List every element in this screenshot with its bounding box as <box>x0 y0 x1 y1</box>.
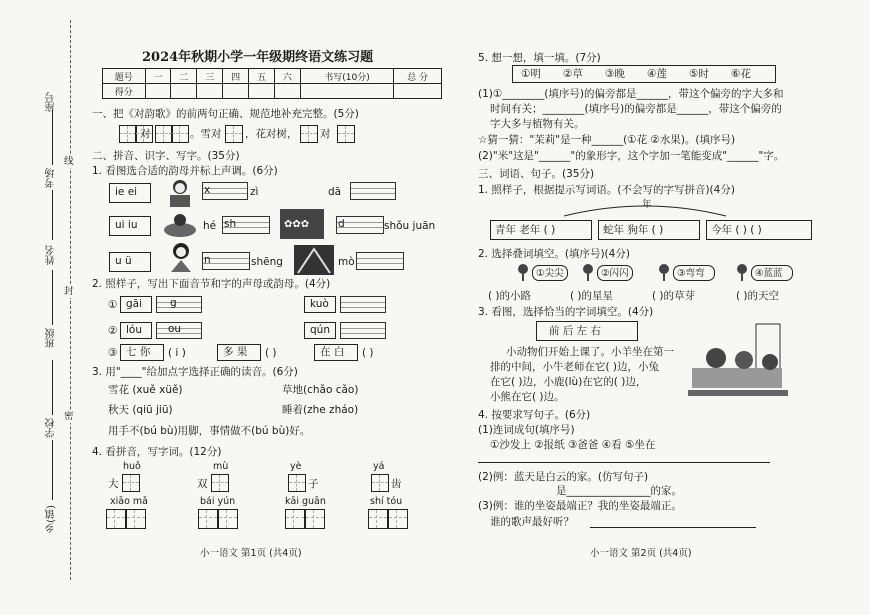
pinyin-word: mò <box>338 256 355 268</box>
char-box[interactable] <box>368 509 388 529</box>
sidebar-blank <box>52 110 53 165</box>
pinyin-word: dā <box>328 186 342 198</box>
char-pair-text: 多 果 <box>223 346 248 358</box>
flower-icon <box>734 263 750 285</box>
word-box[interactable] <box>598 220 700 240</box>
q5-option: ⑥花 <box>731 68 751 80</box>
girl-picture-icon <box>165 242 197 274</box>
sidebar-label-school: 学校 <box>46 418 57 438</box>
fill-blank[interactable]: ( )的小路 <box>488 290 532 302</box>
char-box[interactable] <box>198 509 218 529</box>
syllable-box <box>120 322 152 339</box>
char-suffix: 子 <box>308 478 319 490</box>
q2-item-number: ① <box>108 299 118 311</box>
q4-options: ①沙发上 ②报纸 ③爸爸 ④看 ⑤坐在 <box>490 439 656 451</box>
q5-option: ④莲 <box>647 68 667 80</box>
word-bank-text: 前 后 左 右 <box>549 325 602 337</box>
grid-letter: d <box>338 218 345 230</box>
option-box <box>751 265 793 281</box>
char-box[interactable] <box>388 509 408 529</box>
q5-option: ①明 <box>521 68 541 80</box>
sidebar-label-township: 乡(镇) <box>46 505 57 533</box>
q5-option: ⑤时 <box>689 68 709 80</box>
q4-line: (2)例：蓝天是白云的家。(仿写句子) <box>478 471 649 483</box>
vowel-choice-text: ie ei <box>115 186 138 198</box>
q4-line: (1)连词成句(填序号) <box>478 424 575 436</box>
pinyin-hint: yá <box>373 461 385 472</box>
score-header-cell: 六 <box>274 69 300 84</box>
q1-prompt: 1. 看图选合适的韵母并标上声调。(6分) <box>92 165 278 177</box>
pinyin-hint: shí tóu <box>370 496 403 507</box>
score-cell[interactable] <box>197 84 223 99</box>
char-pair-box <box>217 344 261 361</box>
fill-blank[interactable]: ( )的草芽 <box>652 290 696 302</box>
pond-picture-icon <box>162 212 198 238</box>
char-box[interactable] <box>371 474 389 492</box>
vowel-choice-text: u ü <box>115 255 132 267</box>
reading-choice[interactable]: 秋天 (qiū jiū) <box>108 404 173 416</box>
pinyin-hint: bái yún <box>200 496 236 507</box>
syllable-box <box>304 296 336 313</box>
q5-line: (2)"米"这是"______"的象形字，这个字加一笔能变成"______"字。 <box>478 150 785 162</box>
classroom-picture-icon <box>686 320 796 410</box>
section3-heading: 三、词语、句子。(35分) <box>478 168 595 180</box>
word-box-text: 青年 老年 ( ) <box>495 224 556 236</box>
option-text: ②闪闪 <box>601 268 629 279</box>
char-pair-answer[interactable]: ( i ) <box>168 347 186 359</box>
grid-letter: x <box>204 184 211 196</box>
char-box[interactable] <box>171 125 189 143</box>
score-header-cell: 二 <box>171 69 197 84</box>
seal-mark-feng: 封 <box>64 286 74 297</box>
q5-prompt: 5. 想一想，填一填。(7分) <box>478 52 601 64</box>
q3-prompt: 3. 用"____"给加点字选择正确的读音。(6分) <box>92 366 298 378</box>
option-text: ③弯弯 <box>677 268 705 279</box>
option-text: ④蓝蓝 <box>755 268 783 279</box>
story-line: 小动物们开始上课了。小羊坐在第一 <box>506 346 674 358</box>
char-pair-text: 在 白 <box>320 346 345 358</box>
char-pair-box <box>120 344 164 361</box>
char-pair-box <box>314 344 358 361</box>
score-header-cell: 三 <box>197 69 223 84</box>
pinyin-word: shǒu juān <box>384 220 436 232</box>
pinyin-hint: xiāo mǎ <box>110 496 148 507</box>
syllable-text: gāi <box>126 298 143 310</box>
fill-blank[interactable]: ( )的星星 <box>570 290 614 302</box>
q4-prompt: 4. 看拼音，写字词。(12分) <box>92 446 222 458</box>
q5-options-box <box>512 65 776 83</box>
option-text: ①尖尖 <box>536 268 564 279</box>
child-picture-icon <box>162 178 198 210</box>
fill-blank[interactable]: ( )的天空 <box>736 290 780 302</box>
word-box[interactable] <box>706 220 812 240</box>
answer-line[interactable] <box>590 527 756 528</box>
char-box[interactable] <box>337 125 355 143</box>
exam-title: 2024年秋期小学一年级期终语文练习题 <box>142 50 374 65</box>
char-pair-text: 七 你 <box>126 346 151 358</box>
sidebar-label-class: 班级 <box>46 328 57 348</box>
score-row-label: 得分 <box>103 84 146 99</box>
year-banner: 年 <box>642 199 652 210</box>
sidebar-label-exam-room: 考场 <box>46 168 57 188</box>
char-prefix: 双 <box>197 478 208 490</box>
s3-q2-prompt: 2. 选择叠词填空。(填序号)(4分) <box>478 248 630 260</box>
bridge-picture-icon <box>292 243 336 277</box>
flower-icon <box>515 263 531 285</box>
pinyin-grid[interactable] <box>350 182 396 200</box>
score-header-cell: 四 <box>223 69 249 84</box>
reading-choice[interactable]: 睡着(zhe zháo) <box>282 404 359 416</box>
char-pair-answer[interactable]: ( ) <box>362 347 374 359</box>
reading-choice[interactable]: 用手不(bú bù)用脚，事情做不(bú bù)好。 <box>108 425 311 437</box>
char-box[interactable] <box>285 509 305 529</box>
score-cell[interactable] <box>394 84 442 99</box>
reading-choice[interactable]: 雪花 (xuě xüě) <box>108 384 183 396</box>
vowel-choice-2[interactable] <box>109 216 151 236</box>
vowel-choice-1[interactable] <box>109 183 151 203</box>
char-box[interactable] <box>288 474 306 492</box>
flower-icon <box>580 263 596 285</box>
score-table <box>102 68 442 99</box>
pinyin-word: shēng <box>251 256 283 268</box>
score-cell[interactable] <box>223 84 249 99</box>
pinyin-hint: yè <box>290 461 302 472</box>
sidebar-blank <box>52 190 53 240</box>
char-box[interactable] <box>106 509 126 529</box>
q4-line: 谁的歌声最好听？ <box>490 516 574 528</box>
char-box[interactable] <box>126 509 146 529</box>
char-box[interactable] <box>122 474 140 492</box>
grid-answer: ou <box>168 323 182 335</box>
page-footer-right: 小一语文 第2页 (共4页) <box>590 548 692 559</box>
syllable-text: qún <box>310 324 330 336</box>
score-header-cell: 五 <box>249 69 275 84</box>
pinyin-hint: mù <box>213 461 229 472</box>
story-line: 排的中间，小牛老师在它( )边，小兔 <box>490 361 660 373</box>
pinyin-word: zì <box>250 186 259 198</box>
pinyin-grid[interactable] <box>356 252 404 270</box>
crowd-picture-icon <box>278 205 326 241</box>
syllable-box <box>304 322 336 339</box>
svg-text:✿✿✿: ✿✿✿ <box>284 219 310 230</box>
score-header-cell: 题号 <box>103 69 146 84</box>
grid-letter: n <box>204 254 211 266</box>
q5-option: ③晚 <box>605 68 625 80</box>
couplet-part: 对 <box>140 128 151 140</box>
q5-line: ☆猜一猜："茉莉"是一种______(①花 ②水果)。(填序号) <box>478 134 736 146</box>
syllable-text: lóu <box>126 324 142 336</box>
s3-q1-prompt: 1. 照样子，根据提示写词语。(不会写的字写拼音)(4分) <box>478 184 735 196</box>
char-box[interactable] <box>305 509 325 529</box>
score-cell[interactable] <box>171 84 197 99</box>
score-header-cell: 一 <box>145 69 171 84</box>
char-box[interactable] <box>300 125 318 143</box>
char-box[interactable] <box>225 125 243 143</box>
syllable-box <box>120 296 152 313</box>
q4-line: (3)例：谁的坐姿最端正？我的坐姿最端正。 <box>478 500 682 512</box>
word-box-text: 今年 ( ) ( ) <box>711 224 762 236</box>
section1-heading: 一、把《对韵歌》的前两句正确、规范地补充完整。(5分) <box>92 108 359 120</box>
seal-mark-mi: 密 <box>64 411 74 422</box>
sidebar-blank <box>52 270 53 325</box>
page-footer-left: 小一语文 第1页 (共4页) <box>200 548 302 559</box>
option-box <box>597 265 633 281</box>
couplet-part: 。雪对 <box>190 128 222 140</box>
story-line: 在它( )边，小鹿(lù)在它的( )边， <box>490 376 647 388</box>
q5-line: (1)①________(填序号)的偏旁都是______，带这个偏旁的字大多和 <box>478 88 784 100</box>
sealing-line <box>70 20 71 580</box>
answer-line[interactable] <box>478 462 770 463</box>
sidebar-label-seat: 座号 <box>46 92 57 112</box>
char-suffix: 齿 <box>391 478 402 490</box>
pinyin-hint: huǒ <box>123 461 141 472</box>
word-box[interactable] <box>490 220 592 240</box>
q4-line: 是________________的家。 <box>556 485 682 497</box>
grid-letter: sh <box>224 218 237 230</box>
char-pair-answer[interactable]: ( ) <box>265 347 277 359</box>
pinyin-grid[interactable] <box>156 296 202 313</box>
sidebar-blank <box>52 440 53 500</box>
q5-line: 时间有关；________(填序号)的偏旁都是______，带这个偏旁的 <box>490 103 782 115</box>
sidebar-blank <box>52 360 53 415</box>
word-box-text: 蛇年 狗年 ( ) <box>603 224 664 236</box>
pinyin-grid[interactable] <box>340 296 386 313</box>
flower-icon <box>656 263 672 285</box>
score-cell[interactable] <box>274 84 300 99</box>
score-cell[interactable] <box>145 84 171 99</box>
q2-item-number: ② <box>108 325 118 337</box>
couplet-part: 对 <box>320 128 331 140</box>
score-cell[interactable] <box>300 84 393 99</box>
score-header-cell: 书写(10分) <box>300 69 393 84</box>
s3-q4-prompt: 4. 按要求写句子。(6分) <box>478 409 591 421</box>
vowel-choice-3[interactable] <box>109 252 151 272</box>
q5-line: 字大多与植物有关。 <box>490 118 585 130</box>
pinyin-grid[interactable] <box>340 322 386 339</box>
score-header-cell: 总 分 <box>394 69 442 84</box>
score-cell[interactable] <box>249 84 275 99</box>
q2-prompt: 2. 照样子，写出下面音节和字的声母或韵母。(4分) <box>92 278 331 290</box>
story-line: 小熊在它( )边。 <box>490 391 565 403</box>
syllable-text: kuò <box>310 298 329 310</box>
pinyin-word: hé <box>203 220 217 232</box>
seal-mark-xian: 线 <box>64 156 74 167</box>
pinyin-hint: kāi guān <box>285 496 326 507</box>
word-bank-box <box>536 321 638 341</box>
section2-heading: 二、拼音、识字、写字。(35分) <box>92 150 240 162</box>
option-box <box>532 265 568 281</box>
char-prefix: 大 <box>108 478 119 490</box>
q2-item-number: ③ <box>108 347 118 359</box>
s3-q3-prompt: 3. 看图，选择恰当的字词填空。(4分) <box>478 306 654 318</box>
option-box <box>673 265 715 281</box>
binding-sidebar <box>0 0 78 615</box>
grid-answer: g <box>170 297 177 309</box>
sidebar-label-name: 姓名 <box>46 245 57 265</box>
char-box[interactable] <box>211 474 229 492</box>
char-box[interactable] <box>218 509 238 529</box>
vowel-choice-text: ui iu <box>115 219 138 231</box>
couplet-part: ，花对树， <box>245 128 298 140</box>
q5-option: ②草 <box>563 68 583 80</box>
banner-arc <box>560 200 730 218</box>
reading-choice[interactable]: 草地(chǎo cǎo) <box>282 384 359 396</box>
